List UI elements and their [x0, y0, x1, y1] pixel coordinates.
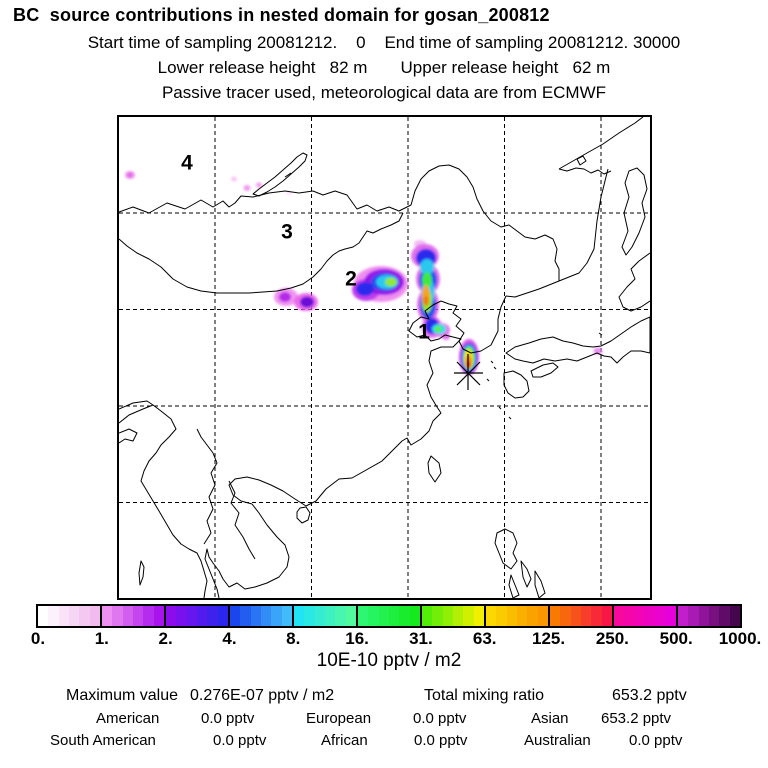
colorbar-cell [443, 606, 453, 626]
colorbar-cell [666, 606, 676, 626]
colorbar-cell [645, 606, 655, 626]
colorbar-cell [550, 606, 560, 626]
plume-inner-mongolia-blob [352, 266, 408, 302]
tracer-info-line: Passive tracer used, meteorological data are from ECMWF [161, 83, 607, 102]
coastlines [119, 117, 650, 598]
colorbar-segment [100, 606, 164, 626]
colorbar-cell [517, 606, 527, 626]
latlon-grid [119, 117, 650, 598]
colorbar-tick-label: 4. [222, 629, 237, 648]
colorbar-cell [123, 606, 133, 626]
colorbar-segment [356, 606, 420, 626]
map-panel [117, 115, 652, 600]
african-label: African [321, 732, 368, 749]
colorbar-segment [612, 606, 676, 626]
colorbar-cell [368, 606, 378, 626]
colorbar-cell [271, 606, 281, 626]
colorbar-tick-label: 2. [158, 629, 173, 648]
colorbar-cell [688, 606, 698, 626]
colorbar-cell [719, 606, 729, 626]
colorbar-cell [143, 606, 153, 626]
colorbar-cell [240, 606, 250, 626]
colorbar-cell [69, 606, 79, 626]
plume-layer [385, 278, 397, 287]
sampling-time-line: Start time of sampling 20081212. 0 End time of sampling 20081212. 30000 [87, 33, 681, 52]
colorbar-cell [358, 606, 368, 626]
colorbar-segment [164, 606, 228, 626]
total-mixing-label: Total mixing ratio [424, 687, 545, 704]
colorbar-cell [325, 606, 335, 626]
australian-value: 0.0 pptv [629, 732, 683, 749]
colorbar-cell [197, 606, 207, 626]
european-label: European [306, 710, 372, 727]
colorbar-cell [304, 606, 314, 626]
asian-label: Asian [531, 710, 569, 727]
colorbar-cell [251, 606, 261, 626]
colorbar-tick-label: 8. [286, 629, 301, 648]
colorbar-cell [538, 606, 548, 626]
colorbar-cell [399, 606, 409, 626]
colorbar-cell [560, 606, 570, 626]
colorbar-cell [699, 606, 709, 626]
colorbar-cell [410, 606, 420, 626]
colorbar [36, 604, 742, 628]
colorbar-cell [315, 606, 325, 626]
colorbar-cell [453, 606, 463, 626]
total-mixing-value: 653.2 pptv [612, 687, 687, 704]
colorbar-tick-label: 500. [659, 629, 693, 648]
colorbar-cell [48, 606, 58, 626]
colorbar-cell [282, 606, 292, 626]
colorbar-segment [228, 606, 292, 626]
colorbar-tick-label: 0. [30, 629, 46, 648]
plume-layer [256, 183, 262, 188]
colorbar-cell [133, 606, 143, 626]
colorbar-segment [484, 606, 548, 626]
colorbar-cell [474, 606, 484, 626]
colorbar-cell [709, 606, 719, 626]
colorbar-tick-label: 125. [531, 629, 566, 648]
colorbar-cell [112, 606, 122, 626]
colorbar-cell [90, 606, 100, 626]
colorbar-cell [655, 606, 665, 626]
region-label-3: 3 [281, 220, 293, 244]
colorbar-segment [292, 606, 356, 626]
colorbar-cell [379, 606, 389, 626]
max-value: 0.276E-07 pptv / m2 [190, 687, 335, 704]
colorbar-cell [422, 606, 432, 626]
colorbar-segment [420, 606, 484, 626]
colorbar-cell [102, 606, 112, 626]
colorbar-tick-label: 16. [345, 629, 369, 648]
colorbar-tick-label: 1. [94, 629, 109, 648]
colorbar-cell [571, 606, 581, 626]
plume-layer [435, 326, 442, 332]
plume-layer [128, 173, 133, 177]
colorbar-cell [230, 606, 240, 626]
map-canvas [119, 117, 650, 598]
asian-value: 653.2 pptv [601, 710, 672, 727]
colorbar-cell [218, 606, 228, 626]
american-label: American [96, 710, 160, 727]
colorbar-cell [389, 606, 399, 626]
region-label-1: 1 [418, 320, 430, 344]
colorbar-cell [59, 606, 69, 626]
colorbar-segment [676, 606, 740, 626]
colorbar-cell [207, 606, 217, 626]
european-value: 0.0 pptv [413, 710, 467, 727]
african-value: 0.0 pptv [414, 732, 468, 749]
colorbar-tick-label: 1000. [718, 629, 762, 648]
colorbar-cell [335, 606, 345, 626]
colorbar-cell [154, 606, 164, 626]
colorbar-segment [38, 606, 100, 626]
colorbar-cell [187, 606, 197, 626]
release-height-line: Lower release height 82 m Upper release height 62 m [157, 58, 611, 77]
colorbar-cell [486, 606, 496, 626]
region-label-2: 2 [345, 267, 357, 291]
colorbar-cell [79, 606, 89, 626]
colorbar-cell [614, 606, 624, 626]
page-title: BC source contributions in nested domain for gosan_200812 [13, 5, 550, 25]
colorbar-cell [591, 606, 601, 626]
colorbar-cell [624, 606, 634, 626]
colorbar-cell [678, 606, 688, 626]
colorbar-tick-labels [30, 629, 762, 649]
colorbar-units-label: 10E-10 pptv / m2 [316, 650, 462, 671]
colorbar-cell [730, 606, 740, 626]
colorbar-tick-label: 250. [595, 629, 629, 648]
concentration-plumes [125, 171, 603, 375]
max-value-label: Maximum value [66, 687, 179, 704]
plume-layer [244, 185, 251, 191]
plume-gobi-blob-pair [274, 288, 318, 311]
colorbar-cell [507, 606, 517, 626]
plume-nw-speck [125, 171, 135, 179]
colorbar-cell [581, 606, 591, 626]
colorbar-cell [463, 606, 473, 626]
colorbar-tick-label: 31. [409, 629, 433, 648]
colorbar-cell [496, 606, 506, 626]
plume-layer [279, 292, 291, 302]
plume-layer [231, 177, 237, 182]
american-value: 0.0 pptv [201, 710, 255, 727]
region-label-4: 4 [181, 151, 193, 175]
south-american-label: South American [50, 732, 156, 749]
colorbar-cell [527, 606, 537, 626]
colorbar-tick-label: 63. [472, 629, 497, 648]
colorbar-cell [261, 606, 271, 626]
plume-layer [423, 296, 429, 306]
colorbar-cell [294, 606, 304, 626]
plume-gosan-plume [459, 339, 479, 375]
colorbar-cell [38, 606, 48, 626]
colorbar-cell [176, 606, 186, 626]
colorbar-cell [432, 606, 442, 626]
colorbar-cell [166, 606, 176, 626]
plume-layer [356, 282, 374, 296]
colorbar-cell [346, 606, 356, 626]
colorbar-cell [602, 606, 612, 626]
plume-baikal-specks [231, 177, 292, 196]
plume-layer [300, 297, 314, 308]
plume-beijing-vertical-plume [411, 240, 450, 340]
australian-label: Australian [524, 732, 591, 749]
south-american-value: 0.0 pptv [213, 732, 267, 749]
colorbar-segment [548, 606, 612, 626]
colorbar-cell [635, 606, 645, 626]
